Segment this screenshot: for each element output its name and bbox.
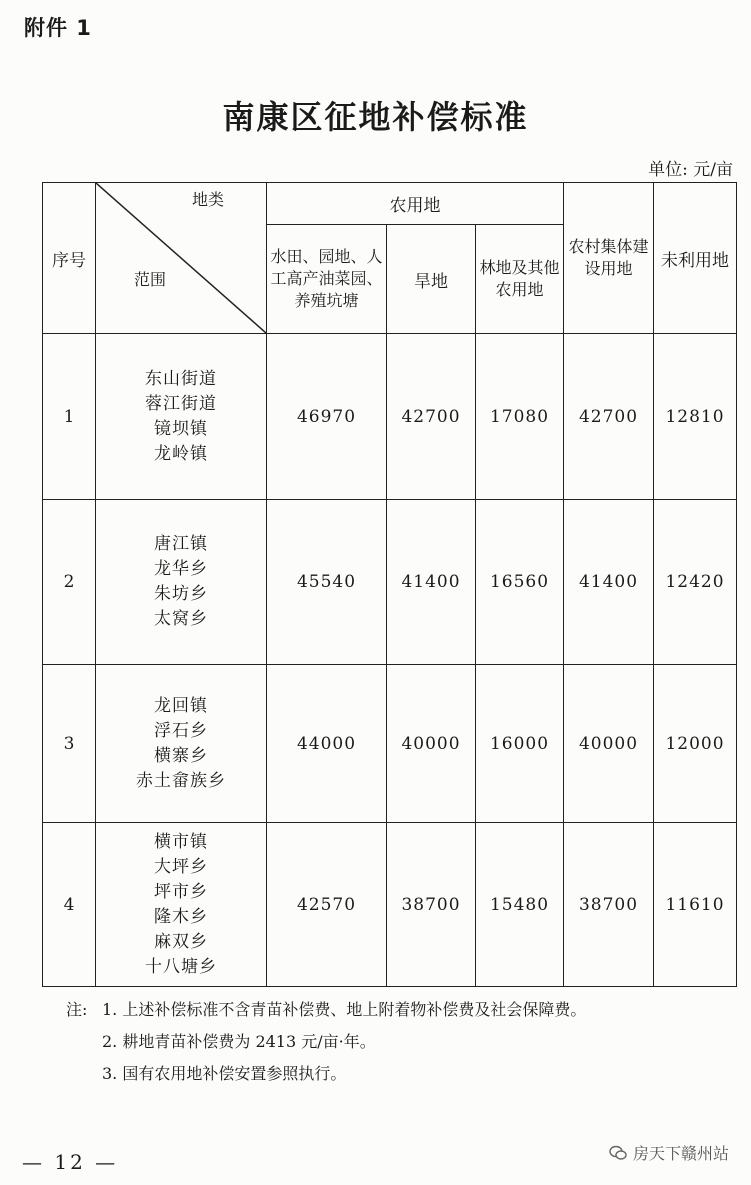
area-name: 龙回镇 bbox=[154, 695, 208, 716]
value-dry: 42700 bbox=[387, 334, 476, 500]
value-paddy: 45540 bbox=[267, 500, 387, 665]
area-name: 横寨乡 bbox=[154, 745, 208, 766]
table-row bbox=[43, 500, 737, 665]
value-unused: 12810 bbox=[654, 334, 737, 500]
value-rural: 40000 bbox=[564, 665, 654, 823]
note-item: 2. 耕地青苗补偿费为 2413 元/亩·年。 bbox=[102, 1032, 376, 1051]
row-index: 3 bbox=[43, 665, 96, 823]
area-name: 坪市乡 bbox=[154, 881, 208, 902]
area-name: 镜坝镇 bbox=[154, 418, 208, 439]
value-dry: 40000 bbox=[387, 665, 476, 823]
header-diagonal-cell bbox=[96, 183, 267, 334]
row-index: 2 bbox=[43, 500, 96, 665]
value-paddy: 44000 bbox=[267, 665, 387, 823]
table-row bbox=[43, 665, 737, 823]
value-rural: 38700 bbox=[564, 823, 654, 987]
value-dry: 38700 bbox=[387, 823, 476, 987]
watermark-text: 房天下赣州站 bbox=[632, 1144, 729, 1163]
note-item: 3. 国有农用地补偿安置参照执行。 bbox=[102, 1064, 347, 1083]
value-forest: 16560 bbox=[476, 500, 564, 665]
area-name: 太窝乡 bbox=[154, 609, 208, 629]
header-rural-construction: 农村集体建设用地 bbox=[564, 183, 654, 334]
area-name: 大坪乡 bbox=[154, 856, 208, 877]
table-row bbox=[43, 823, 737, 987]
header-forest: 林地及其他农用地 bbox=[476, 225, 564, 334]
value-forest: 16000 bbox=[476, 665, 564, 823]
diagonal-line bbox=[96, 183, 266, 333]
area-name: 蓉江街道 bbox=[145, 393, 217, 414]
area-name: 麻双乡 bbox=[154, 931, 208, 952]
value-unused: 11610 bbox=[654, 823, 737, 987]
row-areas bbox=[96, 500, 267, 665]
area-name: 唐江镇 bbox=[154, 534, 208, 554]
unit-label: 单位: 元/亩 bbox=[648, 160, 733, 180]
row-areas bbox=[96, 823, 267, 987]
area-name: 隆木乡 bbox=[154, 906, 208, 927]
document-title: 南康区征地补偿标准 bbox=[222, 98, 529, 136]
header-land-type: 地类 bbox=[192, 190, 225, 209]
header-agricultural-land: 农用地 bbox=[267, 183, 564, 225]
row-index: 1 bbox=[43, 334, 96, 500]
area-name: 赤土畲族乡 bbox=[136, 770, 226, 791]
area-name: 龙岭镇 bbox=[154, 443, 208, 464]
area-name: 横市镇 bbox=[154, 831, 208, 852]
compensation-table bbox=[42, 182, 737, 987]
notes-section bbox=[66, 994, 586, 1090]
value-paddy: 42570 bbox=[267, 823, 387, 987]
note-item: 1. 上述补偿标准不含青苗补偿费、地上附着物补偿费及社会保障费。 bbox=[102, 1000, 587, 1019]
area-name: 十八塘乡 bbox=[145, 956, 217, 977]
value-rural: 41400 bbox=[564, 500, 654, 665]
header-unused-land: 未利用地 bbox=[654, 183, 737, 334]
value-dry: 41400 bbox=[387, 500, 476, 665]
attachment-label: 附件 1 bbox=[24, 16, 92, 40]
header-index: 序号 bbox=[43, 183, 96, 334]
row-index: 4 bbox=[43, 823, 96, 987]
value-forest: 15480 bbox=[476, 823, 564, 987]
row-areas bbox=[96, 334, 267, 500]
area-name: 朱坊乡 bbox=[154, 584, 208, 604]
header-scope: 范围 bbox=[134, 270, 167, 289]
wechat-icon bbox=[609, 1145, 627, 1161]
page-number: — 12 — bbox=[22, 1150, 119, 1174]
notes-label: 注: bbox=[66, 1000, 88, 1019]
value-unused: 12000 bbox=[654, 665, 737, 823]
area-name: 浮石乡 bbox=[154, 720, 208, 741]
value-unused: 12420 bbox=[654, 500, 737, 665]
area-name: 东山街道 bbox=[145, 368, 217, 389]
area-name: 龙华乡 bbox=[154, 559, 208, 579]
watermark bbox=[609, 1141, 729, 1164]
row-areas bbox=[96, 665, 267, 823]
value-rural: 42700 bbox=[564, 334, 654, 500]
header-paddy: 水田、园地、人工高产油菜园、养殖坑塘 bbox=[267, 225, 387, 334]
value-paddy: 46970 bbox=[267, 334, 387, 500]
value-forest: 17080 bbox=[476, 334, 564, 500]
header-dry-land: 旱地 bbox=[387, 225, 476, 334]
table-row bbox=[43, 334, 737, 500]
